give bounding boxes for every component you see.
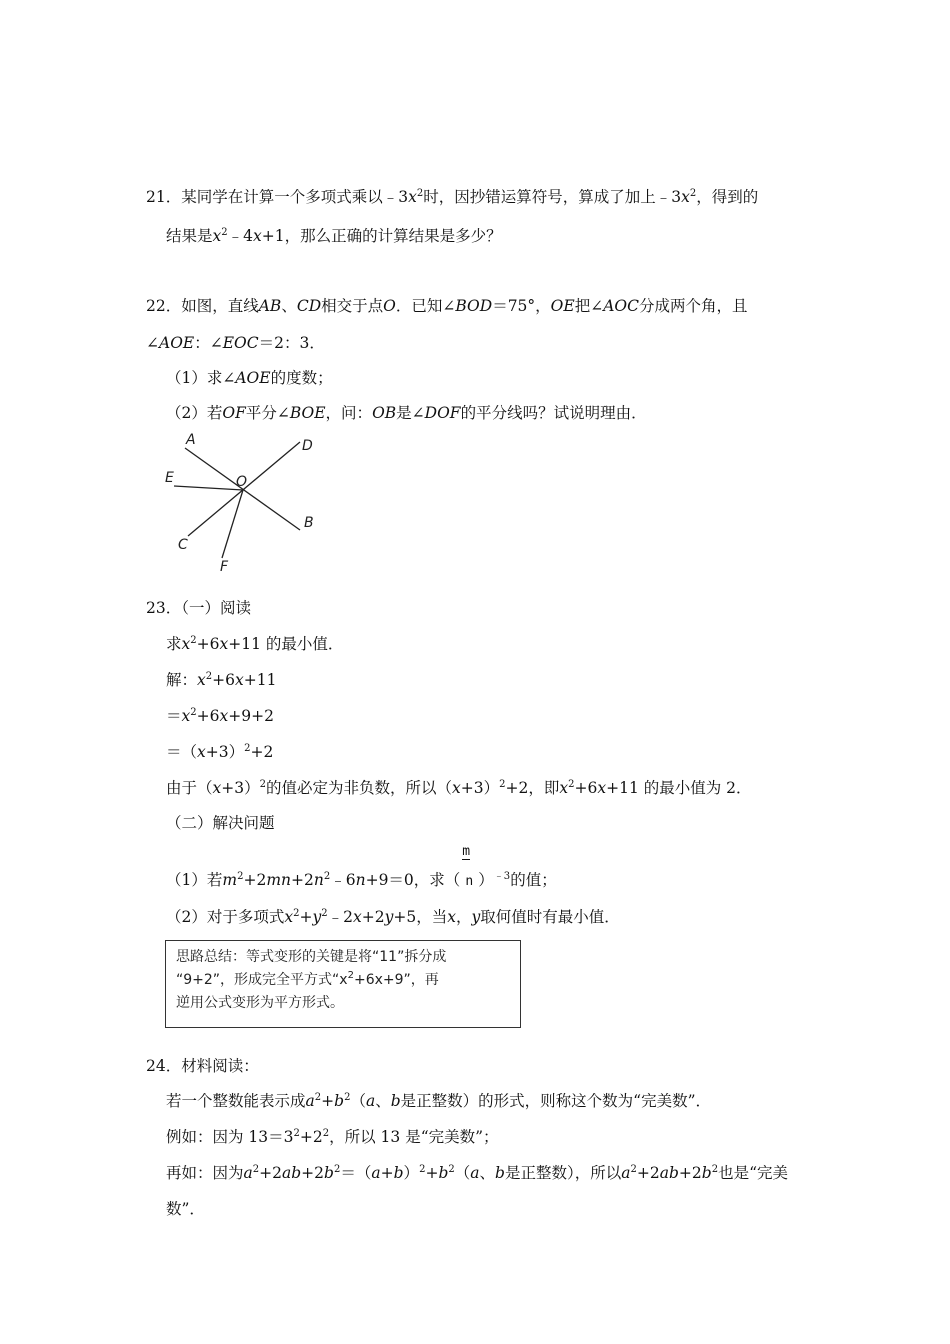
q22-part-1: （1）求∠AOE的度数； bbox=[166, 369, 333, 387]
q22-part-2: （2）若OF平分∠BOE，问：OB是∠DOF的平分线吗？试说明理由． bbox=[166, 404, 647, 422]
q23-step-4: 由于$(x+3)^2$的值必定为非负数，所以$(x+3)^2+2$，即$x^2+6x+11$ 的最小值为 2． bbox=[166, 779, 752, 797]
q23-problem-1: （1）若$m^2+2mn+2n^2﹣6n+9=0$，求（ $\frac{m}{n})^{﹣3}$的值； bbox=[166, 870, 557, 892]
q24-line-4: 数”． bbox=[166, 1200, 205, 1218]
q24-line-3: 再如：因为$a^2+2ab+2b^2=(a+b)^2+b^2(a$、b是正整数），所以$a^2+2ab+2b^2$也是“完美 bbox=[166, 1164, 788, 1182]
q21-line-2: 结果是$x^2﹣4x+1$，那么正确的计算结果是多少？ bbox=[166, 227, 502, 245]
q22-line-2: ∠AOE：∠EOC＝2：3． bbox=[146, 334, 325, 352]
label-c: C bbox=[178, 537, 188, 553]
q23-title: 23．（一）阅读 bbox=[146, 599, 251, 617]
label-f: F bbox=[220, 559, 229, 574]
ray-oe bbox=[174, 486, 243, 490]
q22-line-1: 22．如图，直线AB、CD相交于点O．已知∠BOD＝75°，OE把∠AOC分成两个角，且 bbox=[146, 297, 748, 315]
q24-title: 24．材料阅读： bbox=[146, 1057, 259, 1075]
summary-line-2: “9+2”，形成完全平方式“$x^2+6x+9$”，再 bbox=[176, 970, 439, 988]
label-b: B bbox=[304, 515, 314, 531]
angle-lines-figure bbox=[160, 432, 330, 574]
q23-problem-2: （2）对于多项式$x^2+y^2﹣2x+2y+5$，当x，y取何值时有最小值． bbox=[166, 908, 620, 926]
q23-part-title: （二）解决问题 bbox=[166, 814, 275, 832]
summary-line-1: 思路总结：等式变形的关键是将“11”拆分成 bbox=[176, 949, 447, 965]
ray-of bbox=[222, 490, 243, 558]
label-e: E bbox=[165, 470, 174, 486]
q23-ask: 求$x^2+6x+11$ 的最小值． bbox=[166, 635, 344, 653]
q24-line-1: 若一个整数能表示成$a^2+b^2(a$、b是正整数）的形式，则称这个数为“完美数”． bbox=[166, 1092, 712, 1110]
q24-line-2: 例如：因为 $13=3^2+2^2$，所以 13 是“完美数”； bbox=[166, 1128, 499, 1146]
q23-step-2: $=x^2+6x+9+2$ bbox=[166, 707, 274, 725]
label-d: D bbox=[302, 438, 313, 454]
summary-line-3: 逆用公式变形为平方形式。 bbox=[176, 995, 344, 1011]
label-o: O bbox=[236, 474, 248, 490]
thinking-summary-box bbox=[165, 940, 521, 1028]
q23-step-1: 解：$x^2+6x+11$ bbox=[166, 671, 277, 689]
q21-line-1: 21．某同学在计算一个多项式乘以$﹣3x^2$时，因抄错运算符号，算成了加上$﹣3x^2$，得到的 bbox=[146, 188, 759, 206]
q23-step-3: $=(x+3)^2+2$ bbox=[166, 743, 274, 761]
label-a: A bbox=[186, 432, 196, 448]
fraction-m-over-n: $\frac{m}{n}$ bbox=[462, 844, 474, 889]
